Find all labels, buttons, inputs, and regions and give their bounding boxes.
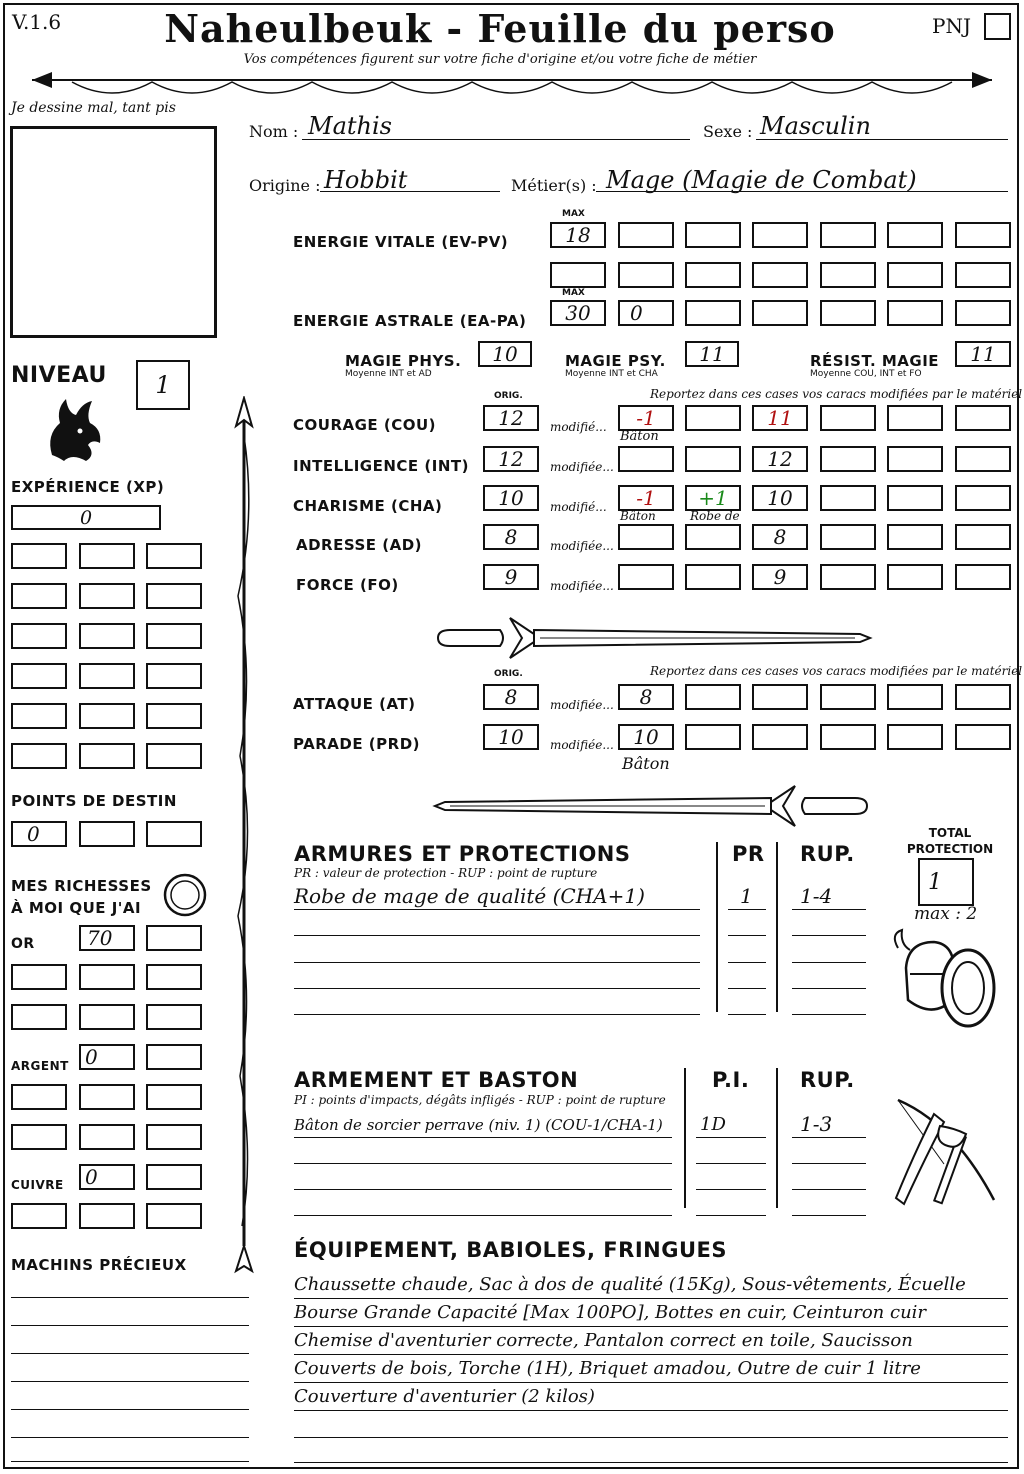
dragon-icon [42,395,106,465]
ev-box[interactable] [685,262,741,288]
or-label: OR [11,936,35,952]
ad-box[interactable] [955,524,1011,550]
armure-line [294,935,700,936]
cha-mod1-box[interactable]: -1 [618,485,674,511]
at-box[interactable] [820,684,876,710]
xp-box[interactable] [146,583,202,609]
cuivre-box[interactable] [79,1203,135,1229]
or-box[interactable] [11,1004,67,1030]
armure-line [792,909,866,910]
cha-box[interactable] [955,485,1011,511]
at-box[interactable] [685,684,741,710]
arme-line [696,1215,766,1216]
or-box[interactable] [146,1004,202,1030]
arme-line [792,1189,866,1190]
xp-box[interactable] [79,583,135,609]
richesses-label-1: MES RICHESSES [11,877,152,895]
total-protection-label-2: PROTECTION [906,842,994,856]
magie-phys-sub: Moyenne INT et AD [345,369,432,379]
equipement-line[interactable]: Couverture d'aventurier (2 kilos) [294,1386,595,1407]
ad-label: ADRESSE (AD) [296,536,423,554]
armures-pr-label: PR [732,842,765,866]
cou-label: COURAGE (COU) [293,416,437,434]
combat-report-note: Reportez dans ces cases vos caracs modifiées par le matériel [650,664,1023,678]
argent-box[interactable]: 0 [79,1044,135,1070]
int-box[interactable] [955,446,1011,472]
ea-box[interactable] [685,300,741,326]
cou-final-box[interactable]: 11 [752,405,808,431]
fo-box[interactable] [820,564,876,590]
sheet-subtitle: Vos compétences figurent sur votre fiche d'origine et/ou votre fiche de métier [243,52,757,67]
fo-box[interactable] [887,564,943,590]
magie-psy-box[interactable]: 11 [685,341,739,367]
argent-label: ARGENT [11,1059,69,1073]
or-box[interactable] [146,964,202,990]
resist-magie-box[interactable]: 11 [955,341,1011,367]
xp-box[interactable] [146,543,202,569]
or-box[interactable] [79,964,135,990]
pnj-checkbox[interactable] [984,13,1011,40]
argent-box[interactable] [79,1124,135,1150]
ea-box[interactable] [820,300,876,326]
cha-label: CHARISME (CHA) [293,497,443,515]
int-orig-box[interactable]: 12 [483,446,539,472]
prd-note: Bâton [622,754,670,773]
cou-box[interactable] [820,405,876,431]
equipement-line[interactable]: Couverts de bois, Torche (1H), Briquet amadou, Outre de cuir 1 litre [294,1358,921,1379]
armure-item-pr[interactable]: 1 [740,884,753,908]
destin-box[interactable] [146,821,202,847]
arme-line [294,1137,672,1138]
int-box[interactable] [820,446,876,472]
portrait-box[interactable] [10,126,217,338]
fo-label: FORCE (FO) [296,576,399,594]
cha-final-box[interactable]: 10 [752,485,808,511]
magie-psy-label: MAGIE PSY. [565,352,666,370]
equipement-rule [294,1382,1008,1383]
equipement-rule [294,1326,1008,1327]
ad-final-box[interactable]: 8 [752,524,808,550]
arme-line [792,1137,866,1138]
armure-line [728,962,766,963]
cuivre-box[interactable] [146,1164,202,1190]
armure-line [294,1014,700,1015]
ev-box[interactable] [752,222,808,248]
arme-line [294,1189,672,1190]
equipement-line[interactable]: Chaussette chaude, Sac à dos de qualité (15Kg), Sous-vêtements, Écuelle [294,1274,966,1295]
niveau-box[interactable]: 1 [136,360,190,410]
sword-illustration [430,780,875,830]
argent-box[interactable] [146,1084,202,1110]
fo-orig-box[interactable]: 9 [483,564,539,590]
equipement-rule [294,1410,1008,1411]
total-protection-max: max : 2 [914,904,978,924]
prd-box[interactable] [820,724,876,750]
cuivre-box[interactable] [146,1203,202,1229]
prd-label: PARADE (PRD) [293,735,421,753]
sword-illustration [430,612,875,662]
xp-box[interactable] [146,663,202,689]
argent-box[interactable] [11,1084,67,1110]
armement-sub: PI : points d'impacts, dégâts infligés - RUP : point de rupture [294,1093,666,1107]
prd-orig-box[interactable]: 10 [483,724,539,750]
ea-label: ENERGIE ASTRALE (EA-PA) [293,312,527,330]
at-box[interactable] [955,684,1011,710]
armure-line [294,909,700,910]
staff-illustration [228,396,260,1276]
arme-line [792,1163,866,1164]
metier-label: Métier(s) : [511,176,597,195]
armure-line [792,962,866,963]
equipement-line[interactable]: Bourse Grande Capacité [Max 100PO], Bottes en cuir, Ceinturon cuir [294,1302,927,1323]
coin-icon [162,872,208,918]
magie-phys-label: MAGIE PHYS. [345,352,462,370]
ea-box[interactable] [955,300,1011,326]
destin-label: POINTS DE DESTIN [11,792,177,810]
argent-box[interactable] [146,1124,202,1150]
int-final-box[interactable]: 12 [752,446,808,472]
machins-label: MACHINS PRÉCIEUX [11,1256,187,1274]
xp-box[interactable] [11,703,67,729]
armure-line [294,962,700,963]
machins-line [11,1297,249,1298]
ad-mod2-box[interactable] [685,524,741,550]
cha-box[interactable] [820,485,876,511]
cou-mod1-box[interactable]: -1 [618,405,674,431]
int-label: INTELLIGENCE (INT) [293,457,469,475]
prd-box[interactable] [685,724,741,750]
combat-orig-label: ORIG. [494,669,523,679]
armure-line [792,935,866,936]
experience-box[interactable]: 0 [11,505,161,530]
destin-box[interactable]: 0 [11,821,67,847]
armures-title: ARMURES ET PROTECTIONS [294,842,631,866]
xp-box[interactable] [79,743,135,769]
pnj-label: PNJ [932,14,971,38]
ev-box[interactable] [618,262,674,288]
cou-box[interactable] [887,405,943,431]
cou-box[interactable] [955,405,1011,431]
armure-line [792,988,866,989]
argent-box[interactable] [146,1044,202,1070]
niveau-label: NIVEAU [11,363,107,388]
nom-value[interactable]: Mathis [308,112,392,140]
arme-line [696,1137,766,1138]
equipement-rule [294,1437,1008,1438]
magie-psy-sub: Moyenne INT et CHA [565,369,658,379]
arme-item-pi[interactable]: 1D [700,1114,726,1135]
at-modifiee-label: modifiée... [550,698,614,712]
ev-box[interactable] [955,262,1011,288]
equipement-title: ÉQUIPEMENT, BABIOLES, FRINGUES [294,1238,727,1262]
resist-magie-label: RÉSIST. MAGIE [810,352,940,370]
cou-modifie-label: modifié... [550,420,607,434]
armure-item-name[interactable]: Robe de mage de qualité (CHA+1) [294,884,645,908]
int-box[interactable] [887,446,943,472]
arme-line [696,1189,766,1190]
total-protection-box[interactable]: 1 [918,858,974,906]
fo-modifiee-label: modifiée... [550,579,614,593]
weapons-icon [884,1094,1004,1214]
ev-box[interactable] [685,222,741,248]
cha-orig-box[interactable]: 10 [483,485,539,511]
argent-box[interactable] [79,1084,135,1110]
ev-max-label: MAX [562,209,585,219]
ad-box[interactable] [820,524,876,550]
nom-label: Nom : [249,122,299,141]
int-mod1-box[interactable] [618,446,674,472]
equipement-rule [294,1462,1008,1463]
machins-line [11,1461,249,1462]
ea-box[interactable] [887,300,943,326]
cuivre-box[interactable] [11,1203,67,1229]
armures-rup-label: RUP. [800,842,855,866]
xp-box[interactable] [79,543,135,569]
machins-line [11,1381,249,1382]
ad-modifiee-label: modifiée... [550,539,614,553]
ea-box[interactable] [752,300,808,326]
ev-box[interactable] [887,262,943,288]
richesses-label-2: À MOI QUE J'AI [11,899,142,917]
ev-box[interactable] [618,222,674,248]
ev-box[interactable] [550,262,606,288]
arme-line [294,1215,672,1216]
armures-sub: PR : valeur de protection - RUP : point de rupture [294,866,598,880]
cha-modifie-label: modifié... [550,500,607,514]
sexe-value[interactable]: Masculin [760,112,871,140]
armure-line [728,988,766,989]
cha-box[interactable] [887,485,943,511]
prd-box[interactable] [887,724,943,750]
armure-line [728,935,766,936]
xp-box[interactable] [11,583,67,609]
at-final-box[interactable]: 8 [618,684,674,710]
magie-phys-box[interactable]: 10 [478,341,532,367]
cha-mod1-note: Bâton [620,509,656,523]
version-label: V.1.6 [12,10,62,34]
xp-box[interactable] [11,743,67,769]
ev-box[interactable] [820,222,876,248]
fo-box[interactable] [955,564,1011,590]
armures-col-divider [716,842,718,1012]
cha-mod2-box[interactable]: +1 [685,485,741,511]
ea-current-box[interactable]: 0 [618,300,674,326]
xp-box[interactable] [146,743,202,769]
at-box[interactable] [752,684,808,710]
at-orig-box[interactable]: 8 [483,684,539,710]
origine-underline [320,191,500,192]
resist-magie-sub: Moyenne COU, INT et FO [810,369,922,379]
or-box[interactable] [79,1004,135,1030]
ad-mod1-box[interactable] [618,524,674,550]
armures-col-divider [776,842,778,1012]
ea-max-box[interactable]: 30 [550,300,606,326]
cou-mod1-note: Bâton [620,429,659,444]
origine-value[interactable]: Hobbit [324,166,408,194]
caracs-report-note: Reportez dans ces cases vos caracs modifiées par le matériel [650,387,1023,401]
prd-box[interactable] [955,724,1011,750]
xp-box[interactable] [146,703,202,729]
ev-box[interactable] [820,262,876,288]
fo-final-box[interactable]: 9 [752,564,808,590]
ev-label: ENERGIE VITALE (EV-PV) [293,233,509,251]
armement-col-divider [776,1068,778,1208]
prd-modifiee-label: modifiée... [550,738,614,752]
xp-box[interactable] [11,543,67,569]
at-label: ATTAQUE (AT) [293,695,416,713]
machins-line [11,1437,249,1438]
prd-box[interactable] [752,724,808,750]
nom-underline [302,139,690,140]
arme-line [792,1215,866,1216]
sheet-title: Naheulbeuk - Feuille du perso [164,6,836,51]
armement-rup-label: RUP. [800,1068,855,1092]
argent-box[interactable] [11,1124,67,1150]
armure-line [728,909,766,910]
equipement-rule [294,1298,1008,1299]
metier-underline [596,191,1008,192]
cou-mod2-box[interactable] [685,405,741,431]
armure-line [728,1014,766,1015]
ad-orig-box[interactable]: 8 [483,524,539,550]
cuivre-box[interactable]: 0 [79,1164,135,1190]
int-modifiee-label: modifiée... [550,460,614,474]
armement-title: ARMEMENT ET BASTON [294,1068,579,1092]
caracs-orig-label: ORIG. [494,391,523,401]
helmet-shield-icon [888,928,1000,1032]
equipement-line[interactable]: Chemise d'aventurier correcte, Pantalon correct en toile, Saucisson [294,1330,913,1351]
armement-pi-label: P.I. [712,1068,750,1092]
xp-box[interactable] [79,703,135,729]
origine-label: Origine : [249,176,321,195]
or-box[interactable] [11,964,67,990]
machins-line [11,1353,249,1354]
armure-item-rup[interactable]: 1-4 [800,884,833,908]
xp-box[interactable] [79,663,135,689]
cou-orig-box[interactable]: 12 [483,405,539,431]
machins-line [11,1409,249,1410]
equipement-rule [294,1354,1008,1355]
armure-line [792,1014,866,1015]
cuivre-label: CUIVRE [11,1178,64,1192]
xp-box[interactable] [11,663,67,689]
ev-box[interactable] [955,222,1011,248]
ev-box[interactable] [752,262,808,288]
cha-mod2-note: Robe de [690,509,740,523]
sexe-underline [756,139,1008,140]
xp-box[interactable] [146,623,202,649]
at-box[interactable] [887,684,943,710]
prd-final-box[interactable]: 10 [618,724,674,750]
metier-value[interactable]: Mage (Magie de Combat) [606,166,917,194]
armure-line [294,988,700,989]
total-protection-label-1: TOTAL [928,826,972,840]
portrait-caption: Je dessine mal, tant pis [11,100,176,116]
arme-item-rup[interactable]: 1-3 [800,1112,833,1136]
xp-box[interactable] [79,623,135,649]
experience-label: EXPÉRIENCE (XP) [11,478,165,496]
fo-mod1-box[interactable] [618,564,674,590]
or-box[interactable]: 70 [79,925,135,951]
ev-box[interactable] [887,222,943,248]
arme-item-name[interactable]: Bâton de sorcier perrave (niv. 1) (COU-1/CHA-1) [294,1116,663,1134]
ad-box[interactable] [887,524,943,550]
sexe-label: Sexe : [703,122,753,141]
or-box[interactable] [146,925,202,951]
machins-line [11,1325,249,1326]
ea-max-label: MAX [562,288,585,298]
arme-line [294,1163,672,1164]
int-mod2-box[interactable] [685,446,741,472]
destin-box[interactable] [79,821,135,847]
xp-box[interactable] [11,623,67,649]
ev-max-box[interactable]: 18 [550,222,606,248]
arme-line [696,1163,766,1164]
fo-mod2-box[interactable] [685,564,741,590]
armement-col-divider [684,1068,686,1208]
